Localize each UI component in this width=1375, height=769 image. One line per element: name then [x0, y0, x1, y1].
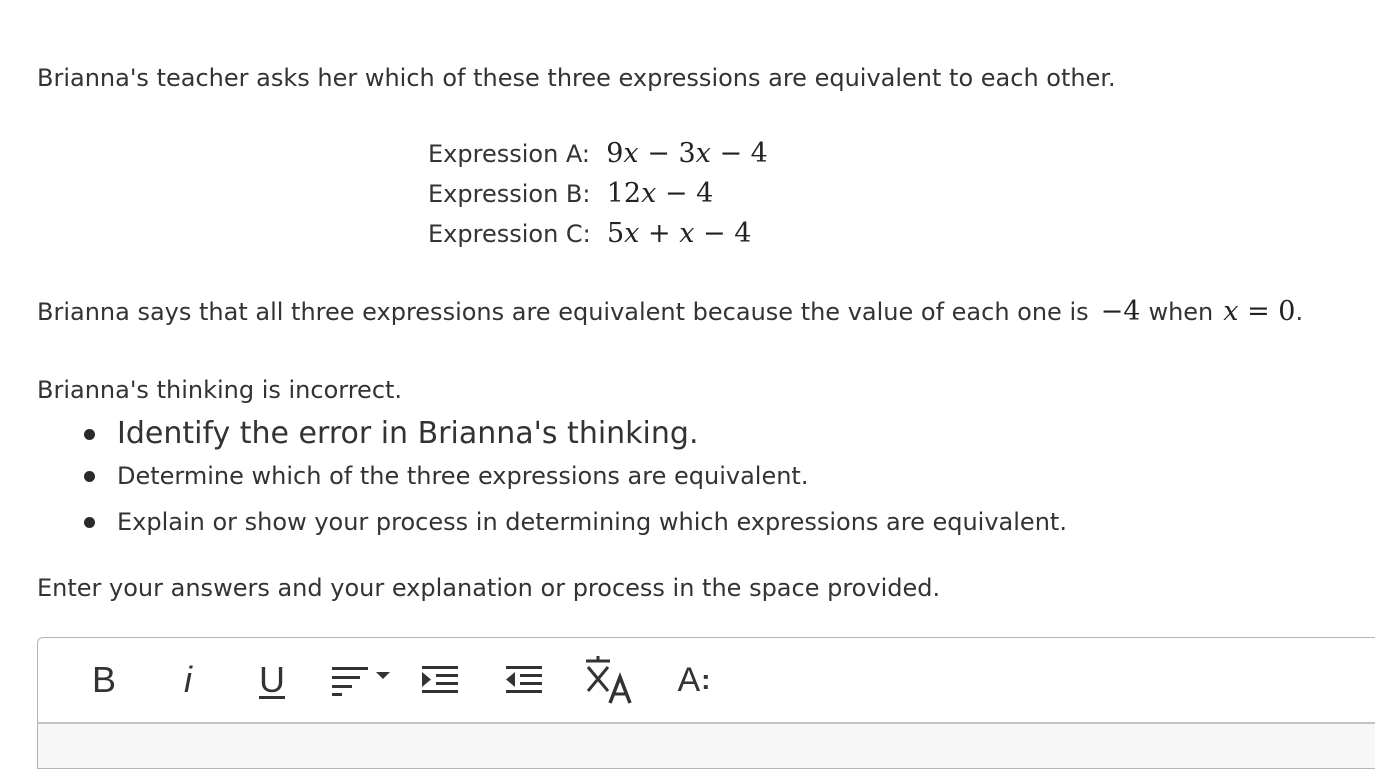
answer-editor[interactable] — [37, 637, 1375, 769]
claim-period: . — [1295, 298, 1304, 326]
answer-instructions: Enter your answers and your explanation or process in the space provided. — [37, 574, 941, 602]
expression-c-label: Expression C: — [428, 220, 591, 248]
claim-value: −4 — [1100, 296, 1141, 327]
claim-text: Brianna says that all three expressions are equivalent because the value of each one is — [37, 298, 1089, 326]
font-icon: A — [677, 660, 701, 699]
expression-a-label: Expression A: — [428, 140, 590, 168]
outdent-button[interactable] — [504, 658, 544, 702]
outdent-icon — [504, 658, 544, 702]
bold-button[interactable]: B — [91, 659, 116, 700]
question-intro: Brianna's teacher asks her which of these three expressions are equivalent to each other. — [37, 64, 1116, 92]
expression-list — [428, 138, 768, 258]
expression-c — [428, 218, 768, 258]
brianna-claim — [37, 297, 1303, 327]
claim-when: when — [1148, 298, 1214, 326]
indent-icon — [420, 658, 460, 702]
expression-b-math: 12x − 4 — [606, 178, 714, 209]
task-explain-process: Explain or show your process in determining which expressions are equivalent. — [80, 502, 1067, 548]
font-options-dots: : — [701, 664, 711, 695]
translate-icon — [584, 655, 636, 705]
answer-text-area[interactable] — [38, 724, 1375, 768]
translate-button[interactable] — [584, 658, 636, 702]
expression-a-math: 9x − 3x − 4 — [606, 138, 768, 169]
expression-b-label: Expression B: — [428, 180, 591, 208]
expression-c-math: 5x + x − 4 — [606, 218, 752, 249]
italic-button[interactable]: i — [184, 659, 192, 700]
font-options-button[interactable] — [674, 658, 714, 702]
chevron-down-icon — [376, 672, 390, 679]
task-identify-error: Identify the error in Brianna's thinking. — [80, 412, 1067, 456]
underline-button[interactable]: U — [259, 659, 285, 700]
incorrect-statement: Brianna's thinking is incorrect. — [37, 376, 403, 404]
expression-b — [428, 178, 768, 218]
editor-toolbar — [38, 638, 1375, 724]
task-list — [80, 412, 1067, 548]
task-determine-equivalent: Determine which of the three expressions are equivalent. — [80, 456, 1067, 502]
align-left-icon — [330, 658, 392, 702]
expression-a — [428, 138, 768, 178]
indent-button[interactable] — [420, 658, 460, 702]
claim-equation: x = 0 — [1223, 296, 1296, 327]
align-dropdown-button[interactable] — [330, 658, 392, 702]
